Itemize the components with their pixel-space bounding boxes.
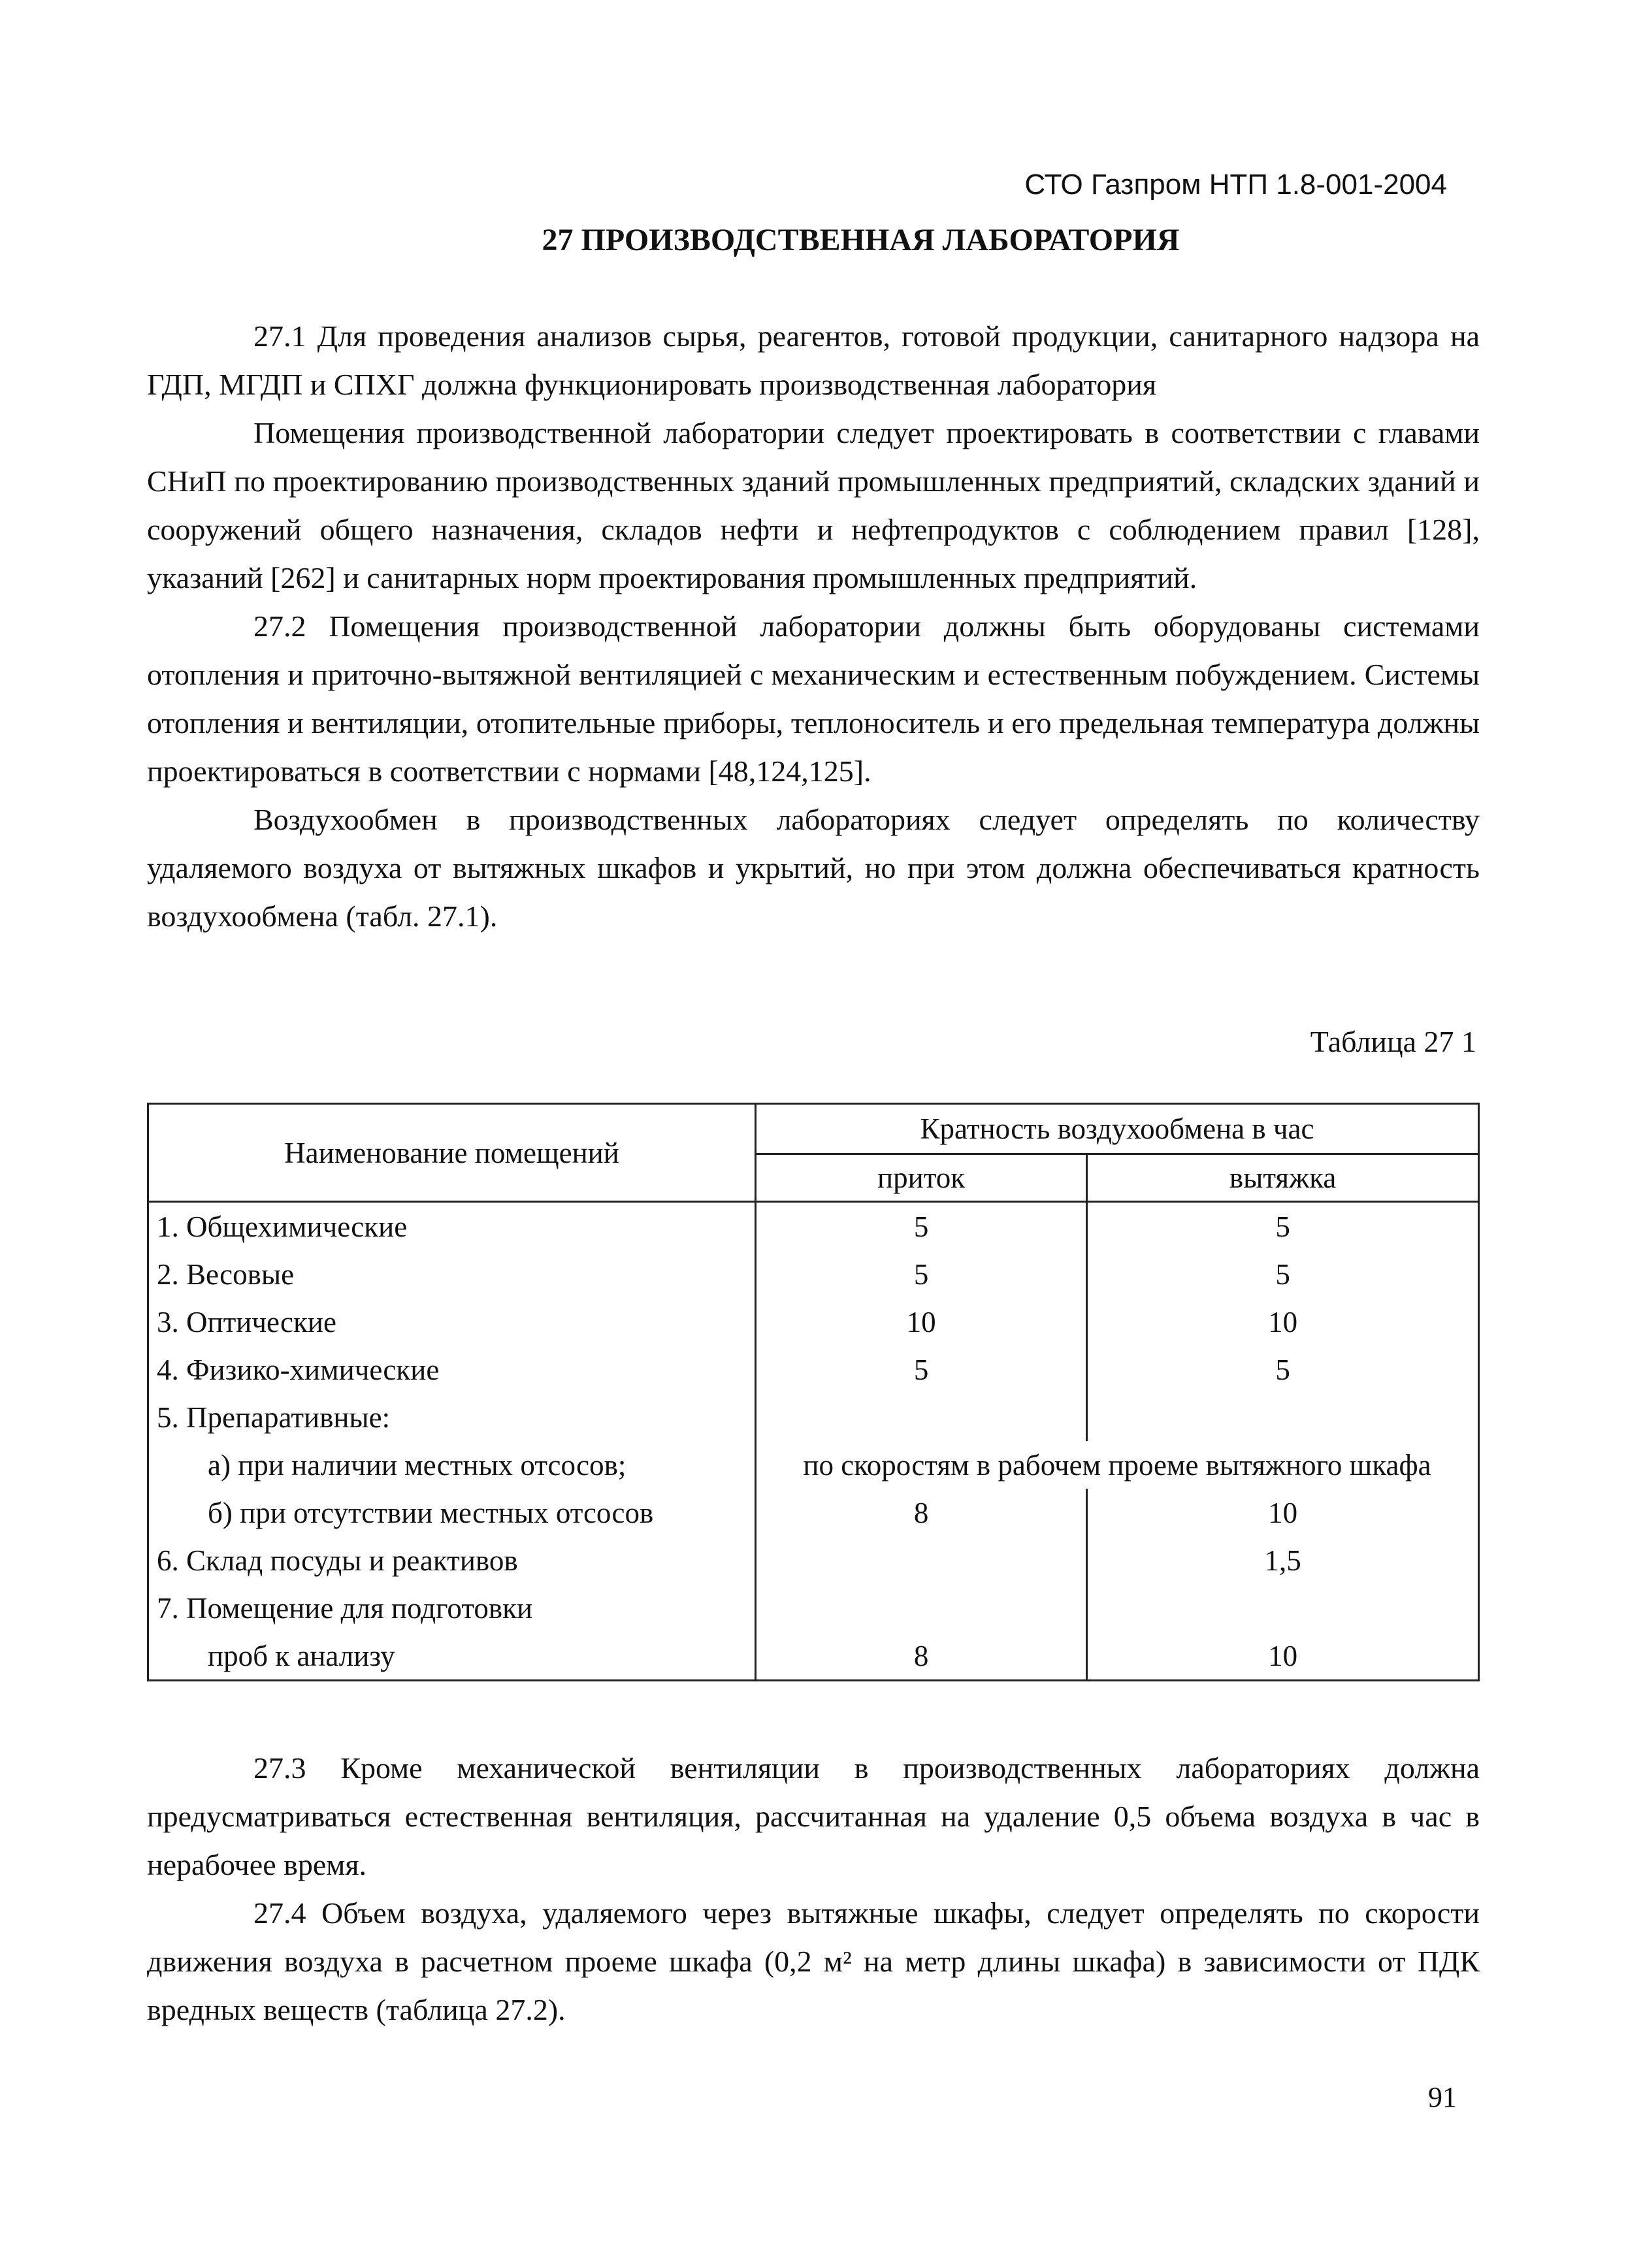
col-header-room-name: Наименование помещений: [148, 1104, 756, 1202]
table-row: [148, 1250, 1479, 1298]
table-row: [148, 1536, 1479, 1584]
paragraph-premises: Помещения производственной лаборатории следует проектировать в соответствии с главами СНиП по проектированию производственных зданий промышленных предприятий, складских зданий и сооружений общего назначения, складов нефти и нефтепродуктов с соблюдением правил [128], указаний [262] и санитарных норм проектирования промышленных предприятий.: [147, 416, 1480, 594]
col-header-exhaust: вытяжка: [1087, 1154, 1479, 1202]
row-supply: 8: [756, 1489, 1087, 1536]
row-supply: [756, 1393, 1087, 1441]
row-exhaust: 5: [1087, 1346, 1479, 1393]
row-exhaust: 1,5: [1087, 1536, 1479, 1584]
paragraph-air-exchange: Воздухообмен в производственных лабораториях следует определять по количеству удаляемого воздуха от вытяжных шкафов и укрытий, но при этом должна обеспечиваться кратность воздухообмена (табл. 27.1).: [147, 803, 1480, 933]
table-row: [148, 1393, 1479, 1441]
row-supply: [756, 1584, 1087, 1632]
body-text-top: [147, 312, 1480, 941]
row-supply: 5: [756, 1250, 1087, 1298]
table-caption: Таблица 27 1: [1310, 1025, 1476, 1058]
body-text-bottom: [147, 1744, 1480, 2034]
row-name: проб к анализу: [148, 1632, 756, 1681]
table-row: [148, 1632, 1479, 1681]
paragraph-27-3: 27.3 Кроме механической вентиляции в производственных лабораториях должна предусматриваться естественная вентиляция, рассчитанная на удаление 0,5 объема воздуха в час в нерабочее время.: [147, 1751, 1480, 1881]
paragraph-27-2: 27.2 Помещения производственной лаборатории должны быть оборудованы системами отопления и приточно-вытяжной вентиляцией с механическим и естественным побуждением. Системы отопления и вентиляции, отопительные приборы, теплоноситель и его предельная температура должны проектироваться в соответствии с нормами [48,124,125].: [147, 609, 1480, 788]
row-supply: 8: [756, 1632, 1087, 1681]
row-exhaust: [1087, 1393, 1479, 1441]
row-exhaust: 5: [1087, 1250, 1479, 1298]
section-title: 27 ПРОИЗВОДСТВЕННАЯ ЛАБОРАТОРИЯ: [542, 223, 1180, 257]
row-name: б) при отсутствии местных отсосов: [148, 1489, 756, 1536]
paragraph-27-1: 27.1 Для проведения анализов сырья, реагентов, готовой продукции, санитарного надзора на ГДП, МГДП и СПХГ должна функционировать производственная лаборатория: [147, 319, 1480, 401]
row-supply: [756, 1536, 1087, 1584]
row-name: 6. Склад посуды и реактивов: [148, 1536, 756, 1584]
table-row: [148, 1298, 1479, 1346]
air-exchange-table: [147, 1103, 1480, 1681]
row-supply: 5: [756, 1202, 1087, 1251]
paragraph-27-4: 27.4 Объем воздуха, удаляемого через вытяжные шкафы, следует определять по скорости движения воздуха в расчетном проеме шкафа (0,2 м² на метр длины шкафа) в зависимости от ПДК вредных веществ (таблица 27.2).: [147, 1896, 1480, 2026]
table-row: [148, 1584, 1479, 1632]
table-row: [148, 1441, 1479, 1489]
row-name: а) при наличии местных отсосов;: [148, 1441, 756, 1489]
row-name: 3. Оптические: [148, 1298, 756, 1346]
row-exhaust: 10: [1087, 1298, 1479, 1346]
col-header-supply: приток: [756, 1154, 1087, 1202]
row-name: 1. Общехимические: [148, 1202, 756, 1251]
page-number: 91: [1428, 2081, 1457, 2113]
row-supply: 10: [756, 1298, 1087, 1346]
table-row: [148, 1346, 1479, 1393]
row-exhaust: 5: [1087, 1202, 1479, 1251]
document-code: СТО Газпром НТП 1.8-001-2004: [1024, 169, 1447, 201]
row-name: 7. Помещение для подготовки: [148, 1584, 756, 1632]
row-merged-value: по скоростям в рабочем проеме вытяжного шкафа: [756, 1441, 1479, 1489]
row-name: 4. Физико-химические: [148, 1346, 756, 1393]
row-exhaust: [1087, 1584, 1479, 1632]
row-exhaust: 10: [1087, 1632, 1479, 1681]
row-name: 5. Препаративные:: [148, 1393, 756, 1441]
table-row: [148, 1202, 1479, 1251]
row-exhaust: 10: [1087, 1489, 1479, 1536]
row-supply: 5: [756, 1346, 1087, 1393]
col-header-air-exchange-rate: Кратность воздухообмена в час: [756, 1104, 1479, 1154]
table-row: [148, 1489, 1479, 1536]
row-name: 2. Весовые: [148, 1250, 756, 1298]
